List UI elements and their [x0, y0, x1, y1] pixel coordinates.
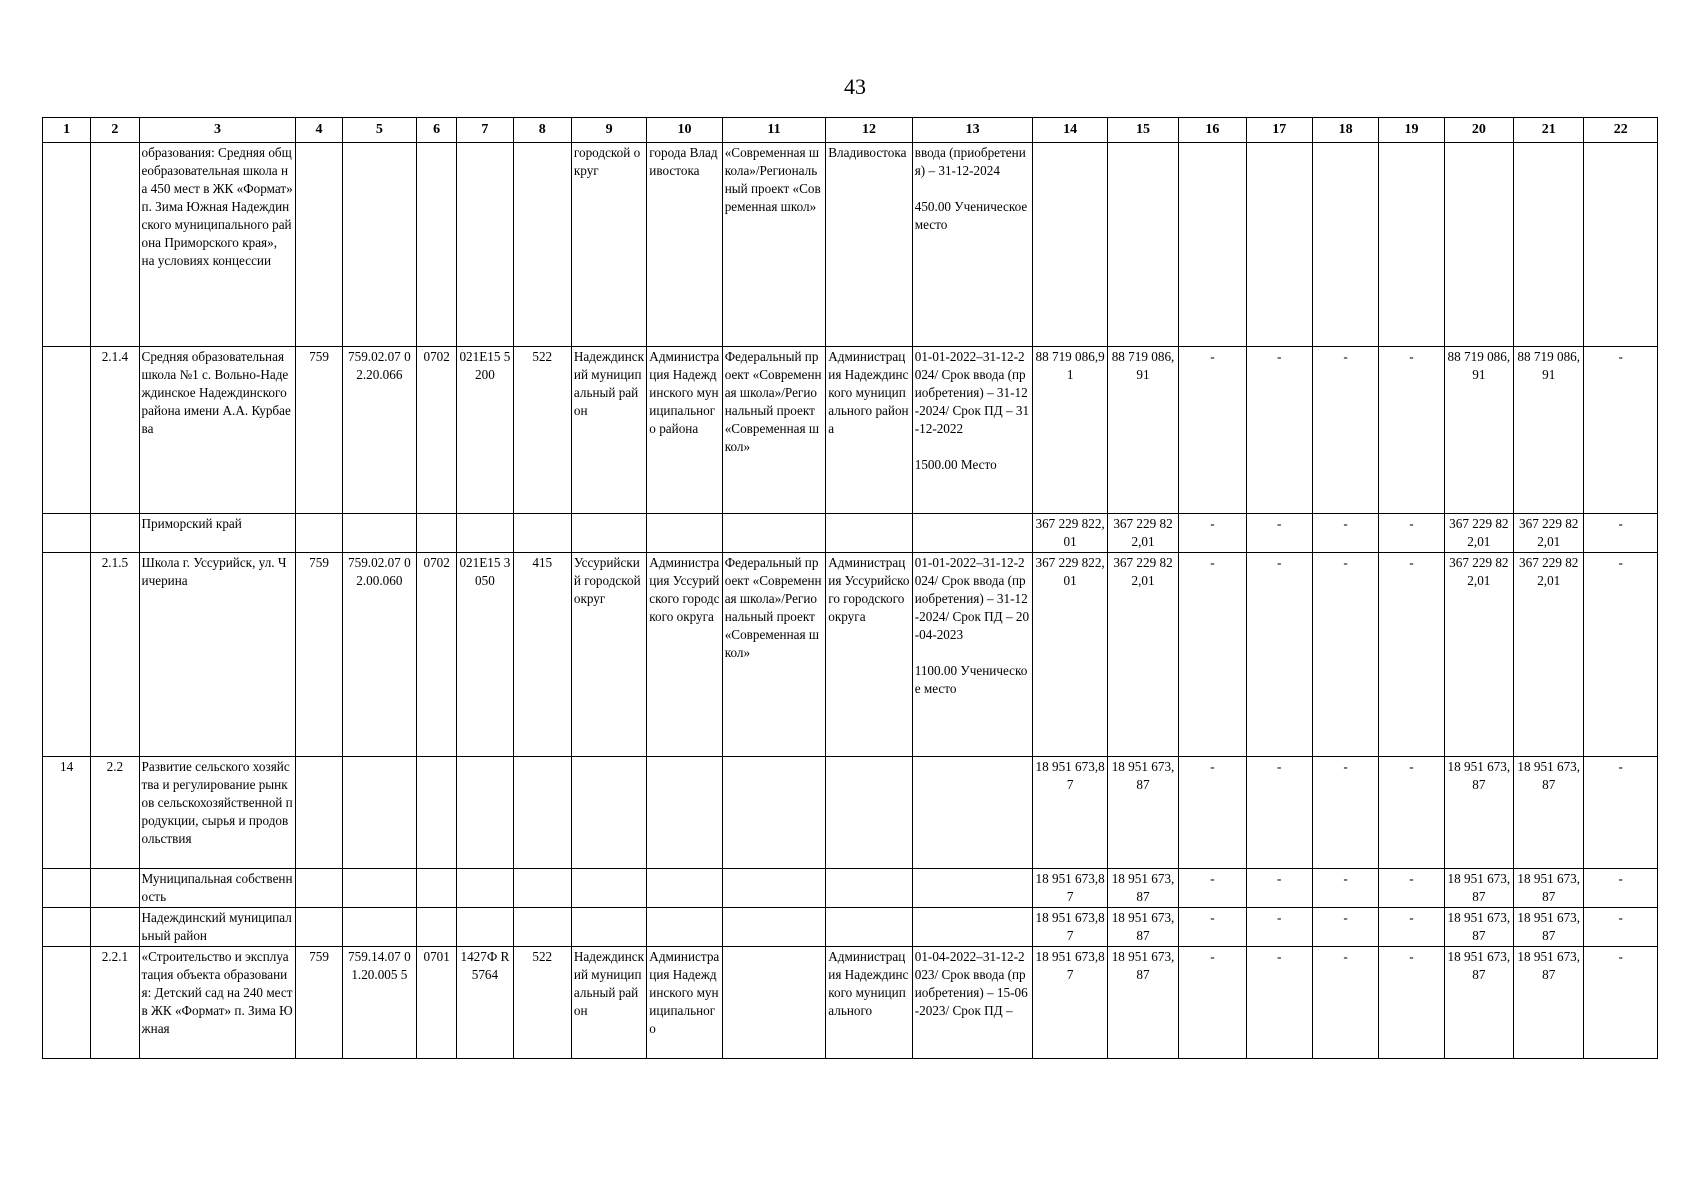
table-cell-col-15	[1107, 143, 1178, 347]
table-cell-col-20: 18 951 673,87	[1444, 947, 1513, 1059]
table-cell-col-8	[513, 908, 571, 947]
table-cell-col-5	[342, 908, 416, 947]
header-cell: 21	[1514, 118, 1584, 143]
table-cell-col-4: 759	[296, 347, 342, 514]
table-cell-col-9: городской округ	[571, 143, 646, 347]
table-row	[43, 553, 1658, 757]
table-cell-col-18: -	[1312, 514, 1378, 553]
table-cell-col-14	[1033, 143, 1107, 347]
table-cell-col-1	[43, 553, 91, 757]
table-cell-col-11	[722, 947, 826, 1059]
table-cell-col-18: -	[1312, 553, 1378, 757]
table-cell-col-21: 88 719 086,91	[1514, 347, 1584, 514]
table-cell-col-22: -	[1584, 514, 1658, 553]
table-cell-col-17: -	[1246, 514, 1312, 553]
table-cell-col-16: -	[1179, 347, 1246, 514]
table-cell-col-13	[912, 514, 1033, 553]
table-cell-col-7	[457, 143, 513, 347]
header-cell: 9	[571, 118, 646, 143]
header-cell: 8	[513, 118, 571, 143]
table-cell-col-3: Муниципальная собственность	[139, 869, 296, 908]
table-cell-col-9: Надеждинский муниципальный район	[571, 947, 646, 1059]
header-cell: 16	[1179, 118, 1246, 143]
table-cell-col-17	[1246, 143, 1312, 347]
table-cell-col-5	[342, 869, 416, 908]
table-cell-col-13: 01-01-2022–31-12-2024/ Срок ввода (приобретения) – 31-12-2024/ Срок ПД – 20-04-2023 1100.00 Ученическое место	[912, 553, 1033, 757]
table-cell-col-4	[296, 869, 342, 908]
table-cell-col-7: 1427Ф R5764	[457, 947, 513, 1059]
table-cell-col-2: 2.1.4	[91, 347, 139, 514]
table-row	[43, 869, 1658, 908]
table-cell-col-21	[1514, 143, 1584, 347]
table-cell-col-20: 88 719 086,91	[1444, 347, 1513, 514]
table-cell-col-8	[513, 757, 571, 869]
table-cell-col-22: -	[1584, 347, 1658, 514]
table-cell-col-17: -	[1246, 553, 1312, 757]
table-cell-col-15: 88 719 086,91	[1107, 347, 1178, 514]
header-cell: 20	[1444, 118, 1513, 143]
table-cell-col-13	[912, 869, 1033, 908]
table-cell-col-20: 18 951 673,87	[1444, 908, 1513, 947]
table-cell-col-19: -	[1379, 347, 1444, 514]
table-cell-col-21: 367 229 822,01	[1514, 553, 1584, 757]
table-cell-col-10: Администрация Уссурийского городского округа	[647, 553, 722, 757]
table-cell-col-22: -	[1584, 869, 1658, 908]
table-cell-col-14: 88 719 086,91	[1033, 347, 1107, 514]
table-cell-col-7	[457, 514, 513, 553]
table-row	[43, 143, 1658, 347]
header-cell: 1	[43, 118, 91, 143]
header-cell: 10	[647, 118, 722, 143]
table-cell-col-20: 18 951 673,87	[1444, 869, 1513, 908]
table-cell-col-8: 522	[513, 347, 571, 514]
table-cell-col-21: 367 229 822,01	[1514, 514, 1584, 553]
table-cell-col-19: -	[1379, 757, 1444, 869]
table-cell-col-12: Владивостока	[826, 143, 912, 347]
header-cell: 6	[417, 118, 457, 143]
table-cell-col-2: 2.2	[91, 757, 139, 869]
table-row	[43, 757, 1658, 869]
table-cell-col-7	[457, 757, 513, 869]
table-cell-col-12	[826, 908, 912, 947]
table-cell-col-21: 18 951 673,87	[1514, 869, 1584, 908]
table-cell-col-1	[43, 947, 91, 1059]
table-cell-col-3: Средняя образовательная школа №1 с. Вольно-Надеждинское Надеждинского района имени А.А. Курбаева	[139, 347, 296, 514]
table-cell-col-21: 18 951 673,87	[1514, 757, 1584, 869]
table-cell-col-10	[647, 514, 722, 553]
table-cell-col-1	[43, 347, 91, 514]
header-cell: 7	[457, 118, 513, 143]
table-cell-col-5	[342, 514, 416, 553]
table-cell-col-7	[457, 869, 513, 908]
table-cell-col-11: Федеральный проект «Современная школа»/Региональный проект «Современная школ»	[722, 553, 826, 757]
budget-table	[42, 117, 1658, 1059]
table-cell-col-21: 18 951 673,87	[1514, 947, 1584, 1059]
table-body	[43, 118, 1658, 1059]
table-cell-col-11	[722, 757, 826, 869]
table-cell-col-9: Уссурийский городской округ	[571, 553, 646, 757]
table-cell-col-4: 759	[296, 947, 342, 1059]
table-cell-col-22: -	[1584, 553, 1658, 757]
table-cell-col-15: 367 229 822,01	[1107, 553, 1178, 757]
table-cell-col-8: 415	[513, 553, 571, 757]
table-cell-col-19: -	[1379, 514, 1444, 553]
table-cell-col-12	[826, 514, 912, 553]
table-cell-col-3: Развитие сельского хозяйства и регулирование рынков сельскохозяйственной продукции, сырья и продовольствия	[139, 757, 296, 869]
table-cell-col-12: Администрация Надеждинского муниципального	[826, 947, 912, 1059]
table-cell-col-1	[43, 514, 91, 553]
table-cell-col-2: 2.2.1	[91, 947, 139, 1059]
table-cell-col-22: -	[1584, 908, 1658, 947]
table-cell-col-16: -	[1179, 869, 1246, 908]
table-cell-col-10	[647, 757, 722, 869]
table-cell-col-12	[826, 869, 912, 908]
table-cell-col-9	[571, 514, 646, 553]
table-cell-col-13	[912, 908, 1033, 947]
table-cell-col-18: -	[1312, 908, 1378, 947]
table-cell-col-6: 0701	[417, 947, 457, 1059]
table-cell-col-9: Надеждинский муниципальный район	[571, 347, 646, 514]
table-cell-col-10: Администрация Надеждинского муниципального	[647, 947, 722, 1059]
table-cell-col-1: 14	[43, 757, 91, 869]
header-cell: 15	[1107, 118, 1178, 143]
table-cell-col-17: -	[1246, 869, 1312, 908]
table-cell-col-10: города Владивостока	[647, 143, 722, 347]
table-cell-col-17: -	[1246, 947, 1312, 1059]
table-cell-col-8	[513, 514, 571, 553]
header-cell: 22	[1584, 118, 1658, 143]
table-row	[43, 947, 1658, 1059]
table-cell-col-16	[1179, 143, 1246, 347]
table-cell-col-14: 18 951 673,87	[1033, 947, 1107, 1059]
table-cell-col-21: 18 951 673,87	[1514, 908, 1584, 947]
table-cell-col-5: 759.02.07 02.20.066	[342, 347, 416, 514]
page-number: 43	[844, 74, 866, 99]
table-cell-col-22: -	[1584, 947, 1658, 1059]
table-cell-col-14: 18 951 673,87	[1033, 757, 1107, 869]
table-cell-col-19	[1379, 143, 1444, 347]
table-cell-col-6: 0702	[417, 553, 457, 757]
table-cell-col-20: 367 229 822,01	[1444, 553, 1513, 757]
table-cell-col-11	[722, 869, 826, 908]
table-cell-col-12: Администрация Надеждинского муниципального района	[826, 347, 912, 514]
table-cell-col-19: -	[1379, 869, 1444, 908]
table-cell-col-17: -	[1246, 908, 1312, 947]
table-cell-col-18: -	[1312, 869, 1378, 908]
table-cell-col-3: Приморский край	[139, 514, 296, 553]
table-cell-col-8	[513, 869, 571, 908]
table-cell-col-7	[457, 908, 513, 947]
table-cell-col-11: Федеральный проект «Современная школа»/Региональный проект «Современная школ»	[722, 347, 826, 514]
table-cell-col-4	[296, 908, 342, 947]
table-cell-col-2	[91, 143, 139, 347]
table-cell-col-9	[571, 908, 646, 947]
table-cell-col-3: Надеждинский муниципальный район	[139, 908, 296, 947]
table-cell-col-1	[43, 908, 91, 947]
table-cell-col-12: Администрация Уссурийского городского округа	[826, 553, 912, 757]
table-row	[43, 908, 1658, 947]
table-cell-col-19: -	[1379, 553, 1444, 757]
table-cell-col-9	[571, 869, 646, 908]
table-cell-col-19: -	[1379, 908, 1444, 947]
table-cell-col-14: 18 951 673,87	[1033, 908, 1107, 947]
table-cell-col-9	[571, 757, 646, 869]
table-cell-col-5	[342, 757, 416, 869]
table-cell-col-13: 01-01-2022–31-12-2024/ Срок ввода (приобретения) – 31-12-2024/ Срок ПД – 31-12-2022 1500.00 Место	[912, 347, 1033, 514]
table-cell-col-2	[91, 514, 139, 553]
table-cell-col-3: Школа г. Уссурийск, ул. Чичерина	[139, 553, 296, 757]
table-cell-col-10: Администрация Надеждинского муниципального района	[647, 347, 722, 514]
table-cell-col-16: -	[1179, 514, 1246, 553]
header-row	[43, 118, 1658, 143]
table-cell-col-15: 367 229 822,01	[1107, 514, 1178, 553]
header-cell: 14	[1033, 118, 1107, 143]
table-cell-col-18: -	[1312, 757, 1378, 869]
table-cell-col-4: 759	[296, 553, 342, 757]
table-cell-col-5	[342, 143, 416, 347]
table-cell-col-14: 367 229 822,01	[1033, 553, 1107, 757]
header-cell: 17	[1246, 118, 1312, 143]
table-cell-col-17: -	[1246, 757, 1312, 869]
table-cell-col-3: «Строительство и эксплуатация объекта образования: Детский сад на 240 мест в ЖК «Формат» п. Зима Южная	[139, 947, 296, 1059]
table-cell-col-1	[43, 143, 91, 347]
table-cell-col-22	[1584, 143, 1658, 347]
table-cell-col-2	[91, 908, 139, 947]
table-cell-col-14: 367 229 822,01	[1033, 514, 1107, 553]
table-cell-col-11	[722, 908, 826, 947]
header-cell: 11	[722, 118, 826, 143]
table-cell-col-2	[91, 869, 139, 908]
header-cell: 5	[342, 118, 416, 143]
header-cell: 3	[139, 118, 296, 143]
table-cell-col-6	[417, 757, 457, 869]
table-cell-col-15: 18 951 673,87	[1107, 869, 1178, 908]
table-cell-col-16: -	[1179, 908, 1246, 947]
header-cell: 19	[1379, 118, 1444, 143]
table-cell-col-16: -	[1179, 757, 1246, 869]
table-row	[43, 514, 1658, 553]
table-cell-col-15: 18 951 673,87	[1107, 947, 1178, 1059]
table-cell-col-20: 18 951 673,87	[1444, 757, 1513, 869]
table-cell-col-14: 18 951 673,87	[1033, 869, 1107, 908]
table-cell-col-10	[647, 869, 722, 908]
table-cell-col-10	[647, 908, 722, 947]
header-cell: 4	[296, 118, 342, 143]
table-cell-col-18: -	[1312, 947, 1378, 1059]
table-cell-col-5: 759.02.07 02.00.060	[342, 553, 416, 757]
table-cell-col-6	[417, 908, 457, 947]
header-cell: 18	[1312, 118, 1378, 143]
table-cell-col-1	[43, 869, 91, 908]
header-cell: 12	[826, 118, 912, 143]
table-cell-col-8	[513, 143, 571, 347]
table-cell-col-4	[296, 757, 342, 869]
table-cell-col-19: -	[1379, 947, 1444, 1059]
table-cell-col-4	[296, 514, 342, 553]
header-cell: 13	[912, 118, 1033, 143]
table-row	[43, 347, 1658, 514]
table-cell-col-13	[912, 757, 1033, 869]
table-cell-col-6	[417, 514, 457, 553]
table-cell-col-12	[826, 757, 912, 869]
table-cell-col-4	[296, 143, 342, 347]
table-cell-col-7: 021E15 5200	[457, 347, 513, 514]
table-cell-col-2: 2.1.5	[91, 553, 139, 757]
table-cell-col-17: -	[1246, 347, 1312, 514]
table-cell-col-15: 18 951 673,87	[1107, 757, 1178, 869]
table-cell-col-16: -	[1179, 947, 1246, 1059]
table-cell-col-18	[1312, 143, 1378, 347]
table-cell-col-11: «Современная школа»/Региональный проект «Современная школ»	[722, 143, 826, 347]
table-cell-col-8: 522	[513, 947, 571, 1059]
table-cell-col-15: 18 951 673,87	[1107, 908, 1178, 947]
table-cell-col-11	[722, 514, 826, 553]
table-cell-col-3: образования: Средняя общеобразовательная школа на 450 мест в ЖК «Формат» п. Зима Южная Надеждинского муниципального района Приморского края», на условиях концессии	[139, 143, 296, 347]
table-cell-col-22: -	[1584, 757, 1658, 869]
table-cell-col-18: -	[1312, 347, 1378, 514]
table-cell-col-13: ввода (приобретения) – 31-12-2024 450.00 Ученическое место	[912, 143, 1033, 347]
table-cell-col-7: 021E15 3050	[457, 553, 513, 757]
table-cell-col-20: 367 229 822,01	[1444, 514, 1513, 553]
table-cell-col-13: 01-04-2022–31-12-2023/ Срок ввода (приобретения) – 15-06-2023/ Срок ПД –	[912, 947, 1033, 1059]
table-cell-col-16: -	[1179, 553, 1246, 757]
header-cell: 2	[91, 118, 139, 143]
table-cell-col-20	[1444, 143, 1513, 347]
table-cell-col-6	[417, 143, 457, 347]
table-cell-col-5: 759.14.07 01.20.005 5	[342, 947, 416, 1059]
table-cell-col-6: 0702	[417, 347, 457, 514]
table-cell-col-6	[417, 869, 457, 908]
